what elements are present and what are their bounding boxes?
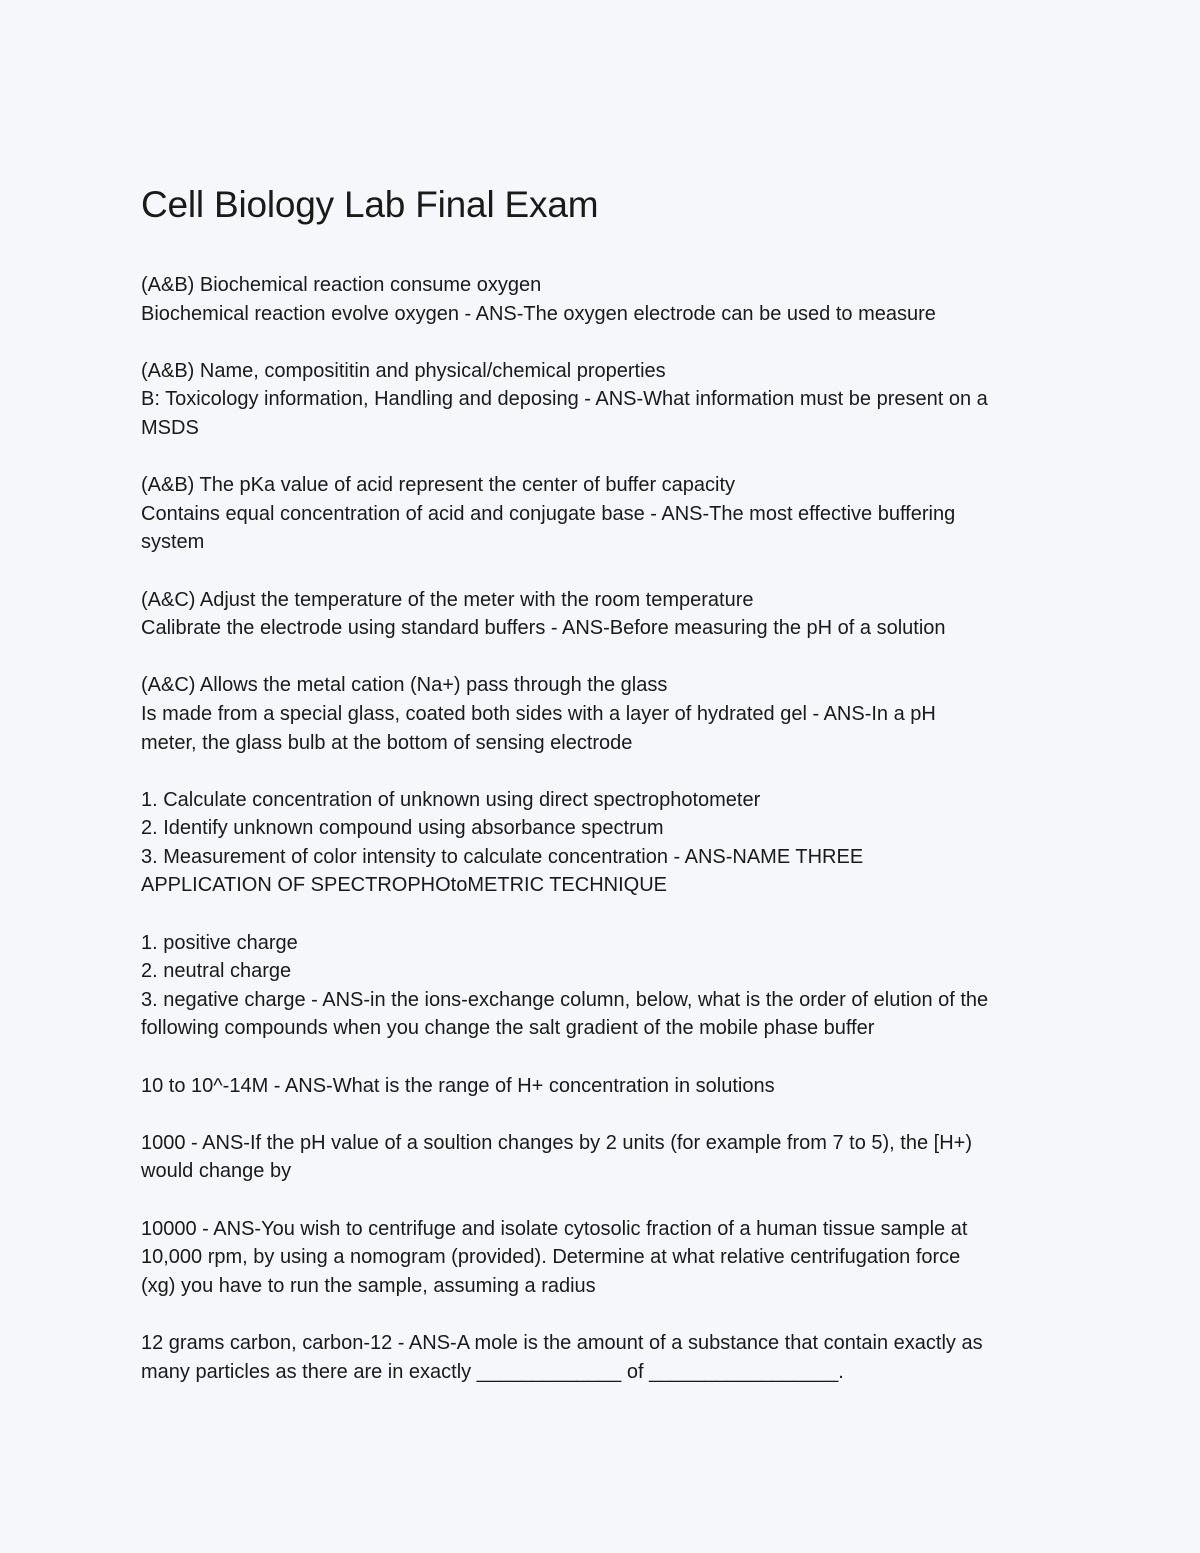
qa-line: (xg) you have to run the sample, assuming a radius [141,1274,596,1297]
qa-line: many particles as there are in exactly _____________ of _________________. [141,1360,844,1383]
qa-line: Calibrate the electrode using standard buffers - ANS-Before measuring the pH of a solution [141,617,946,640]
qa-line: 1. positive charge [141,931,298,954]
qa-block [141,271,1071,328]
qa-line: 12 grams carbon, carbon-12 - ANS-A mole is the amount of a substance that contain exactly as [141,1331,983,1354]
qa-line: (A&B) The pKa value of acid represent the center of buffer capacity [141,474,736,497]
qa-line: system [141,531,205,554]
qa-line: 2. Identify unknown compound using absorbance spectrum [141,817,664,840]
qa-line: Is made from a special glass, coated both sides with a layer of hydrated gel - ANS-In a pH [141,702,936,725]
document-body [141,271,1071,1415]
qa-line: (A&B) Name, composititin and physical/chemical properties [141,359,666,382]
qa-block [141,671,1071,757]
qa-line: 2. neutral charge [141,960,292,983]
qa-block [141,586,1071,643]
qa-line: 1000 - ANS-If the pH value of a soultion changes by 2 units (for example from 7 to 5), the [H+) [141,1131,972,1154]
qa-line: 10000 - ANS-You wish to centrifuge and isolate cytosolic fraction of a human tissue sample at [141,1217,968,1240]
qa-line: Contains equal concentration of acid and conjugate base - ANS-The most effective buffering [141,502,956,525]
qa-block [141,1129,1071,1186]
qa-line: (A&B) Biochemical reaction consume oxygen [141,274,542,296]
qa-line: meter, the glass bulb at the bottom of sensing electrode [141,731,633,754]
qa-line: (A&C) Allows the metal cation (Na+) pass through the glass [141,674,668,697]
qa-line: MSDS [141,416,199,439]
qa-line: APPLICATION OF SPECTROPHOtoMETRIC TECHNIQUE [141,874,667,897]
qa-line: Biochemical reaction evolve oxygen - ANS-The oxygen electrode can be used to measure [141,302,936,325]
qa-block [141,357,1071,443]
qa-line: 3. negative charge - ANS-in the ions-exchange column, below, what is the order of elution of the [141,988,989,1011]
document-title: Cell Biology Lab Final Exam [141,184,599,225]
qa-block [141,929,1071,1043]
qa-line: would change by [141,1160,292,1183]
qa-line: 10,000 rpm, by using a nomogram (provided). Determine at what relative centrifugation force [141,1246,961,1269]
qa-block [141,1215,1071,1301]
qa-block [141,786,1071,900]
qa-line: B: Toxicology information, Handling and deposing - ANS-What information must be present on a [141,388,988,411]
qa-block [141,1072,1071,1101]
qa-line: 1. Calculate concentration of unknown using direct spectrophotometer [141,788,761,811]
qa-block [141,471,1071,557]
qa-line: 3. Measurement of color intensity to calculate concentration - ANS-NAME THREE [141,845,864,868]
qa-line: following compounds when you change the salt gradient of the mobile phase buffer [141,1017,875,1040]
qa-line: (A&C) Adjust the temperature of the meter with the room temperature [141,588,754,611]
qa-block [141,1329,1071,1386]
qa-line: 10 to 10^-14M - ANS-What is the range of H+ concentration in solutions [141,1074,775,1097]
